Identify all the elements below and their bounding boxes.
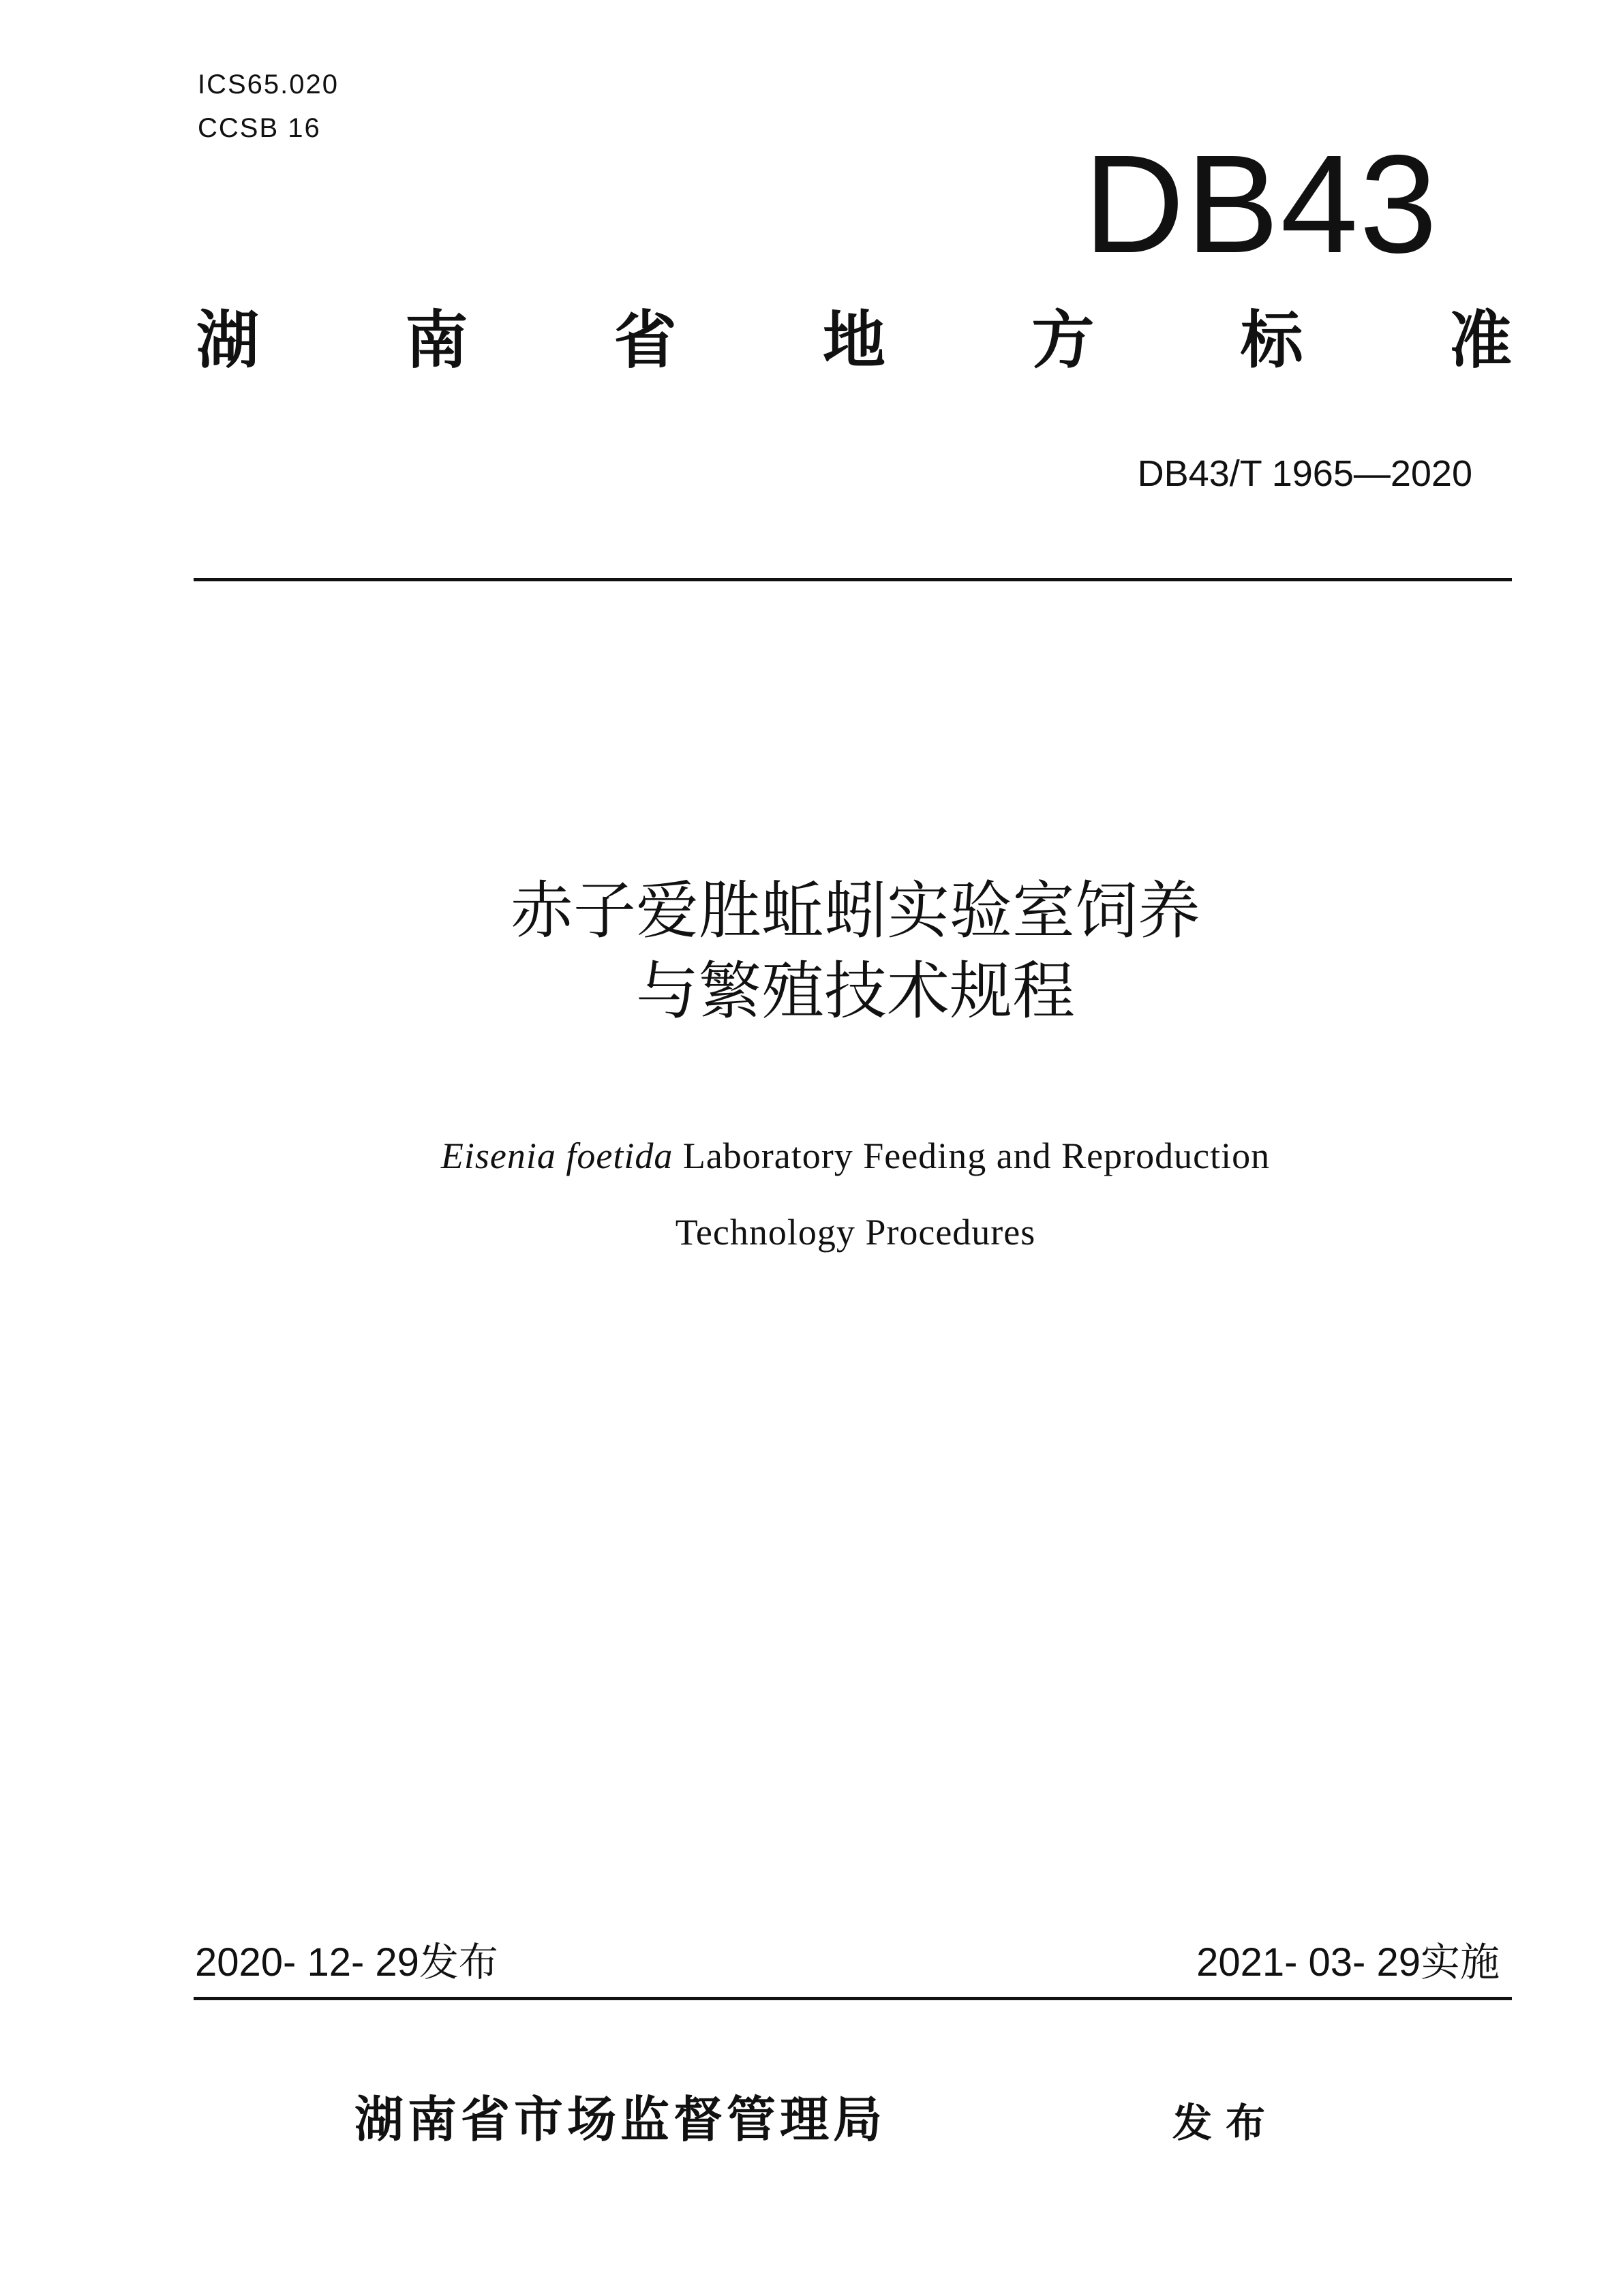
english-title-line-1 [198,1118,1513,1194]
standard-type-char: 湖 [196,304,260,377]
standard-number: DB43/T 1965—2020 [1137,453,1472,494]
standard-type-char: 南 [405,304,468,377]
standard-type-char: 方 [1031,304,1095,377]
standard-type-char: 准 [1448,304,1512,377]
publish-date: 2020- 12- 29发布 [195,1940,498,1985]
implement-date: 2021- 03- 29实施 [1196,1940,1500,1985]
chinese-title-line-1: 赤子爱胜蚯蚓实验室饲养 [510,874,1200,947]
standard-type-char: 标 [1240,304,1303,377]
english-title-line-2: Technology Procedures [675,1212,1036,1253]
english-title-line-1-rest: Laboratory Feeding and Reproduction [673,1135,1271,1176]
bottom-divider [194,1997,1512,2000]
species-name: Eisenia foetida [440,1135,673,1176]
issue-label: 发布 [1172,2100,1279,2146]
issuing-authority: 湖南省市场监督管理局 [354,2091,887,2148]
standard-type-heading [196,300,1512,382]
ics-code: ICS65.020 [198,70,339,100]
english-title [198,1118,1513,1270]
classification-codes [198,63,339,150]
chinese-title-line-2: 与繁殖技术规程 [635,955,1075,1028]
db-code: DB43 [1083,126,1439,282]
standard-type-char: 省 [613,304,677,377]
chinese-title [198,871,1513,1032]
ccs-code: CCSB 16 [198,113,321,143]
top-divider [194,578,1512,581]
standard-type-char: 地 [822,304,885,377]
